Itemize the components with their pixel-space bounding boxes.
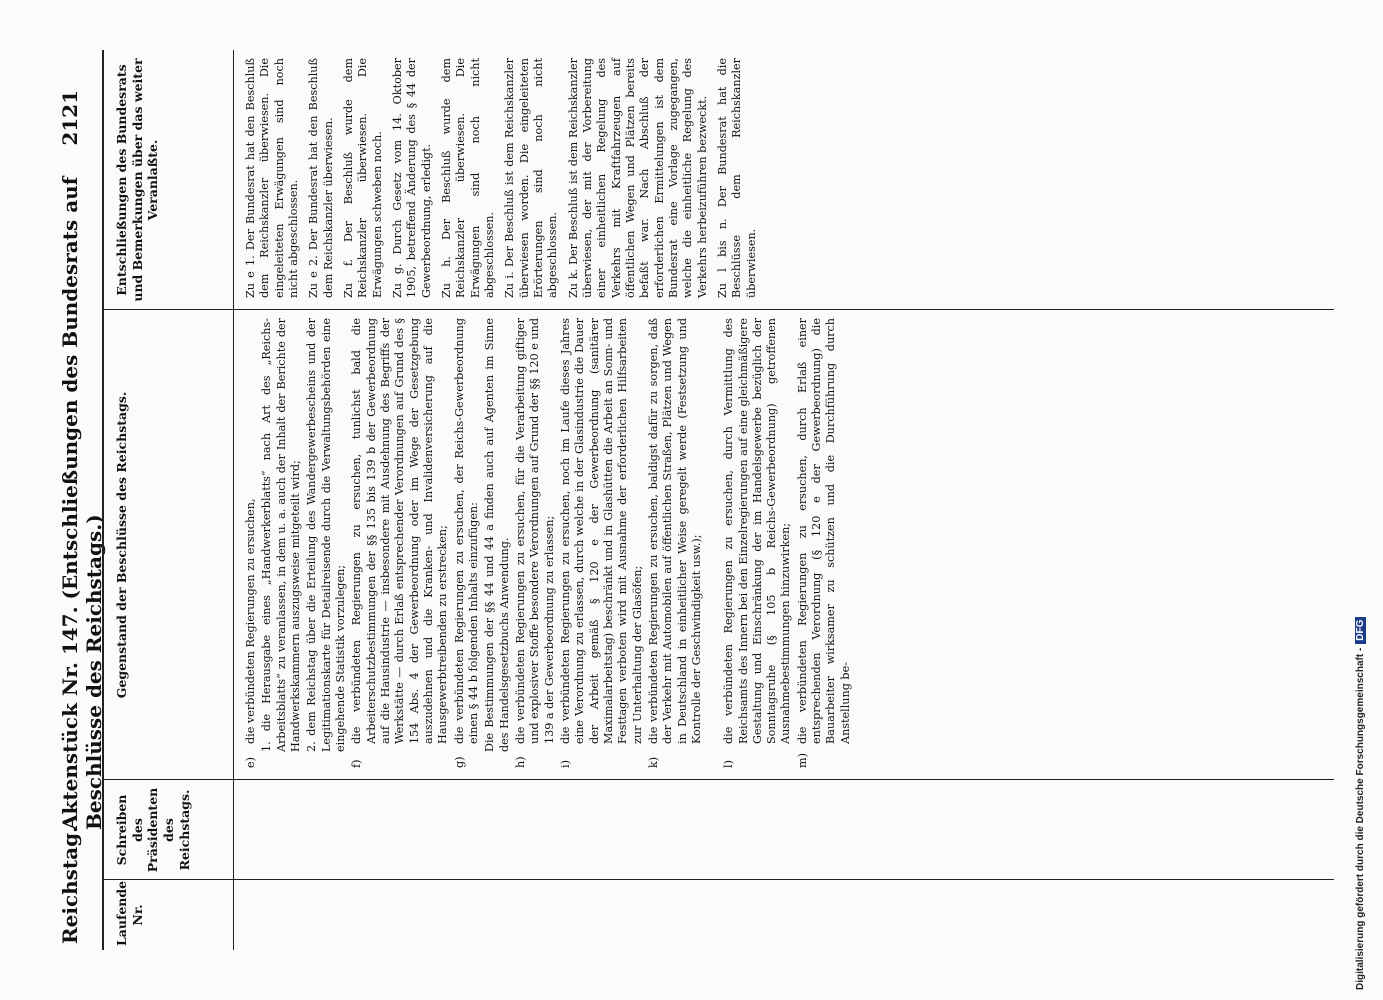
council-note: Zu h. Der Beschluß wurde dem Reichskanzler überwiesen. Die Erwägungen sind noch nicht abgeschlossen. — [439, 58, 496, 298]
column-running-number — [104, 879, 1334, 950]
item-label: m) — [795, 753, 809, 768]
column-reichstag-resolutions — [104, 309, 1334, 780]
page-header — [50, 50, 106, 950]
resolution-item — [244, 318, 258, 768]
item-text: die verbündeten Regierungen zu ersuchen, tunlichst bald die Arbeiterschutzbestimmungen der §§ 135 bis 139 b der Gewerbeordnung auf die Hausindustrie — insbesondere mit Ausdehnung des Begriffs der Werkstätte — durch Erlaß entsprechender Verordnungen auf Grund des § 154 Abs. 4 der Gewerbeordnung oder im Wege der Gesetzgebung auszudehnen und die Kranken- und Invalidenversicherung auf die Hausgewerbtreibenden zu erstrecken; — [350, 318, 450, 744]
resolution-item — [514, 318, 557, 768]
resolution-item — [647, 318, 704, 768]
item-text: die verbündeten Regierungen zu ersuchen, durch Erlaß einer entsprechenden Verordnung (§ 120 e der Gewerbeordnung) die Bauarbeiter wirksamer zu schützen und die Durchführung durch Anstellung be- — [795, 318, 852, 744]
item-text: die verbündeten Regierungen zu ersuchen, für die Verarbeitung giftiger und explosiver Stoffe besondere Verordnungen auf Grund der §§ 120 e und 139 a der Gewerbeordnung zu erlassen; — [513, 318, 556, 744]
council-note: Zu g. Durch Gesetz vom 14. Oktober 1905, betreffend Änderung des § 44 der Gewerbeordnung, erledigt. — [390, 58, 433, 298]
resolution-item — [722, 318, 794, 768]
header-left: Reichstag. — [58, 825, 82, 944]
item-label: g) — [452, 756, 466, 768]
council-note: Zu l bis n. Der Bundesrat hat die Beschlüsse dem Reichskanzler überwiesen. — [715, 58, 758, 298]
document-sheet — [50, 50, 1340, 950]
item-label: l) — [722, 760, 736, 768]
resolution-item — [483, 318, 512, 768]
resolution-item — [305, 318, 348, 768]
column-federal-council-resolutions — [104, 50, 1334, 310]
council-note: Zu f. Der Beschluß wurde dem Reichskanzler überwiesen. Die Erwägungen schweben noch. — [341, 58, 384, 298]
resolution-item — [796, 318, 853, 768]
item-text: die verbündeten Regierungen zu ersuchen, baldigst dafür zu sorgen, daß der Verkehr mit Automobilen auf öffentlichen Straßen, Plätzen und Wegen in Deutschland in einheitlicher Weise geregelt werde (Festsetzung und Kontrolle der Geschwindigkeit usw.); — [646, 318, 703, 744]
item-label: f) — [350, 759, 364, 768]
page-number: 2121 — [58, 90, 82, 146]
resolution-item — [350, 318, 450, 768]
resolutions-table — [102, 50, 1334, 950]
dfg-logo: DFG — [1355, 617, 1366, 644]
council-note: Zu i. Der Beschluß ist dem Reichskanzler überwiesen worden. Die eingeleiteten Erörterungen sind noch nicht abgeschlossen. — [503, 58, 560, 298]
item-text: 1. die Herausgabe eines „Handwerkerblatts“ nach Art des „Reichs-Arbeitsblatts“ zu veranlassen, in dem u. a. auch der Inhalt der Berichte der Handwerkskammern auszugsweise mitgeteilt wird; — [260, 318, 302, 752]
item-text: 2. dem Reichstag über die Erteilung des Wandergewerbescheins und der Legitimationskarte für Detailreisende durch die Verwaltungsbehörden eine eingehende Statistik vorzulegen; — [305, 318, 347, 752]
item-text: die verbündeten Regierungen zu ersuchen, der Reichs-Gewerbeordnung einen § 44 b folgenden Inhalts einzufügen: — [452, 318, 480, 744]
item-text: die verbündeten Regierungen zu ersuchen, — [244, 498, 257, 744]
resolution-item — [559, 318, 645, 768]
column-header-council: Entschließungen des Bundesrats und Bemerkungen über das weiter Veranlaßte. — [104, 50, 234, 310]
column-president-letter — [104, 779, 1334, 880]
credit-text: Digitalisierung gefördert durch die Deutsche Forschungsgemeinschaft - — [1355, 647, 1366, 990]
council-note: Zu e 1. Der Bundesrat hat den Beschluß dem Reichskanzler überwiesen. Die eingeleiteten Erwägungen sind noch nicht abgeschlossen. — [244, 58, 300, 298]
council-notes-body — [234, 50, 759, 310]
item-text: die verbündeten Regierungen zu ersuchen, noch im Laufe dieses Jahres eine Verordnung zu erlassen, durch welche in der Glasindustrie die Dauer der Arbeit gemäß § 120 e der Gewerbeordnung (sanitärer Maximalarbeitstag) beschränkt und in Glashütten die Arbeit an Sonn- und Festtagen verboten wird mit Ausnahme der erforderlichen Hilfsarbeiten zur Unterhaltung der Glasöfen; — [558, 318, 644, 744]
item-text: die verbündeten Regierungen zu ersuchen, durch Vermittlung des Reichsamts des Innern bei den Einzelregierungen auf eine gleichmäßigere Gestaltung und Einschränkung der im Handelsgewerbe bezüglich der Sonntagsruhe (§ 105 b Reichs-Gewerbeordnung) getroffenen Ausnahmebestimmungen hinzuwirken; — [722, 318, 793, 744]
item-text: Die Bestimmungen der §§ 44 und 44 a finden auch auf Agenten im Sinne des Handelsgesetzbuchs Anwendung. — [483, 318, 511, 752]
digitization-credit — [1355, 30, 1366, 990]
column-header-running-number: Laufende Nr. — [104, 880, 234, 950]
resolutions-body — [234, 310, 853, 780]
item-label: e) — [244, 757, 257, 768]
council-note: Zu e 2. Der Bundesrat hat den Beschluß dem Reichskanzler überwiesen. — [307, 58, 335, 298]
resolution-item — [260, 318, 303, 768]
council-note: Zu k. Der Beschluß ist dem Reichskanzler überwiesen, der mit der Vorbereitung einer einheitlichen Regelung des Verkehrs mit Kraftfahrzeugen auf öffentlichen Wegen und Plätzen bereits befaßt war. Nach Abschluß der erforderlichen Ermittelungen ist dem Bundesrat eine Vorlage zugegangen, welche die einheitliche Regelung des Verkehrs herbeizuführen bezweckt. — [566, 58, 709, 298]
column-header-president-letter: Schreiben des Präsidenten des Reichstags. — [104, 780, 234, 880]
item-label: k) — [646, 756, 660, 768]
column-header-resolutions: Gegenstand der Beschlüsse des Reichstags. — [104, 310, 234, 780]
header-title: Aktenstück Nr. 147. (Entschließungen des Bundesrats auf Beschlüsse des Reichstags.) — [58, 176, 106, 830]
item-label: i) — [558, 760, 572, 768]
item-label: h) — [513, 756, 527, 768]
resolution-item — [453, 318, 482, 768]
